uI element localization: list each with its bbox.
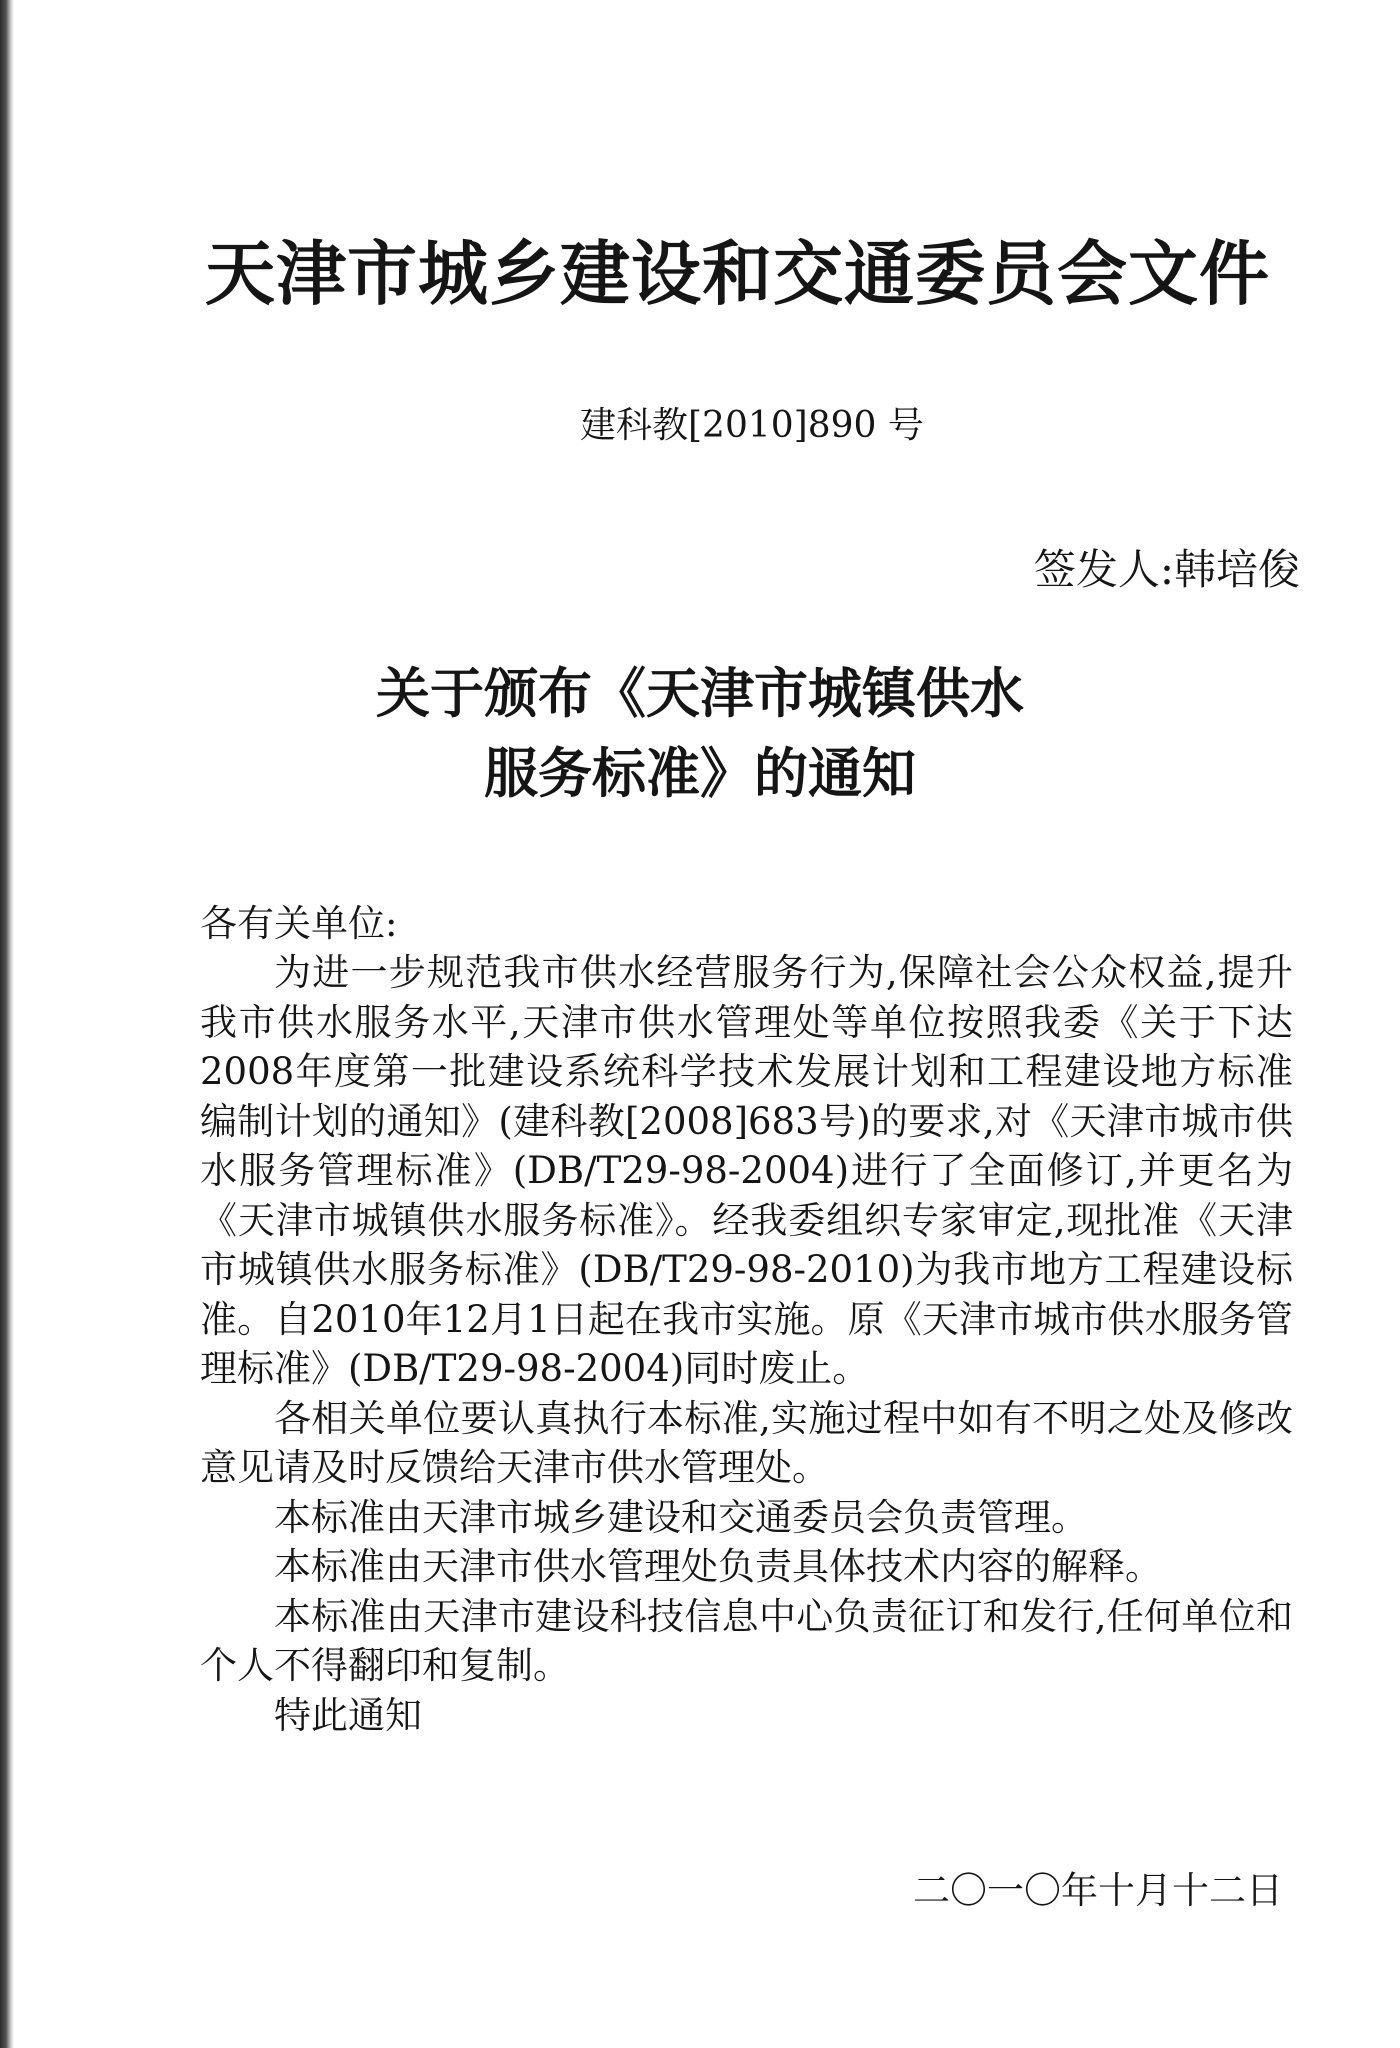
body-paragraph-closing: 特此通知	[274, 1693, 422, 1737]
notice-title-line-1: 关于颁布《天津市城镇供水	[376, 661, 1024, 725]
body-paragraph-main: 为进一步规范我市供水经营服务行为,保障社会公众权益,提升我市供水服务水平,天津市供水管理处等单位按照我委《关于下达2008年度第一批建设系统科学技术发展计划和工程建设地方标准编制计划的通知》(建科教[2008]683号)的要求,对《天津市城市供水服务管理标准》(DB/T29-98-2004)进行了全面修订,并更名为《天津市城镇供水服务标准》。经我委组织专家审定,现批准《天津市城镇供水服务标准》(DB/T29-98-2010)为我市地方工程建设标准。自2010年12月1日起在我市实施。原《天津市城市供水服务管理标准》(DB/T29-98-2004)同时废止。	[200, 951, 1293, 1390]
notice-title	[300, 653, 1100, 813]
body-paragraph-distribution: 本标准由天津市建设科技信息中心负责征订和发行,任何单位和个人不得翻印和复制。	[200, 1594, 1293, 1687]
document-header-title: 天津市城乡建设和交通委员会文件	[205, 232, 1270, 315]
body-paragraph-management: 本标准由天津市城乡建设和交通委员会负责管理。	[274, 1495, 1088, 1539]
notice-body	[200, 948, 1293, 1740]
body-paragraph-interpretation: 本标准由天津市供水管理处负责具体技术内容的解释。	[274, 1545, 1162, 1588]
recipient-salutation: 各有关单位:	[200, 902, 398, 945]
document-date: 二〇一〇年十月十二日	[913, 1869, 1283, 1912]
issuer-signature-line: 签发人:韩培俊	[1033, 545, 1300, 594]
document-number: 建科教[2010]890 号	[580, 405, 924, 446]
body-paragraph-feedback: 各相关单位要认真执行本标准,实施过程中如有不明之处及修改意见请及时反馈给天津市供水管理处。	[200, 1396, 1293, 1489]
notice-title-line-2: 服务标准》的通知	[484, 741, 916, 805]
